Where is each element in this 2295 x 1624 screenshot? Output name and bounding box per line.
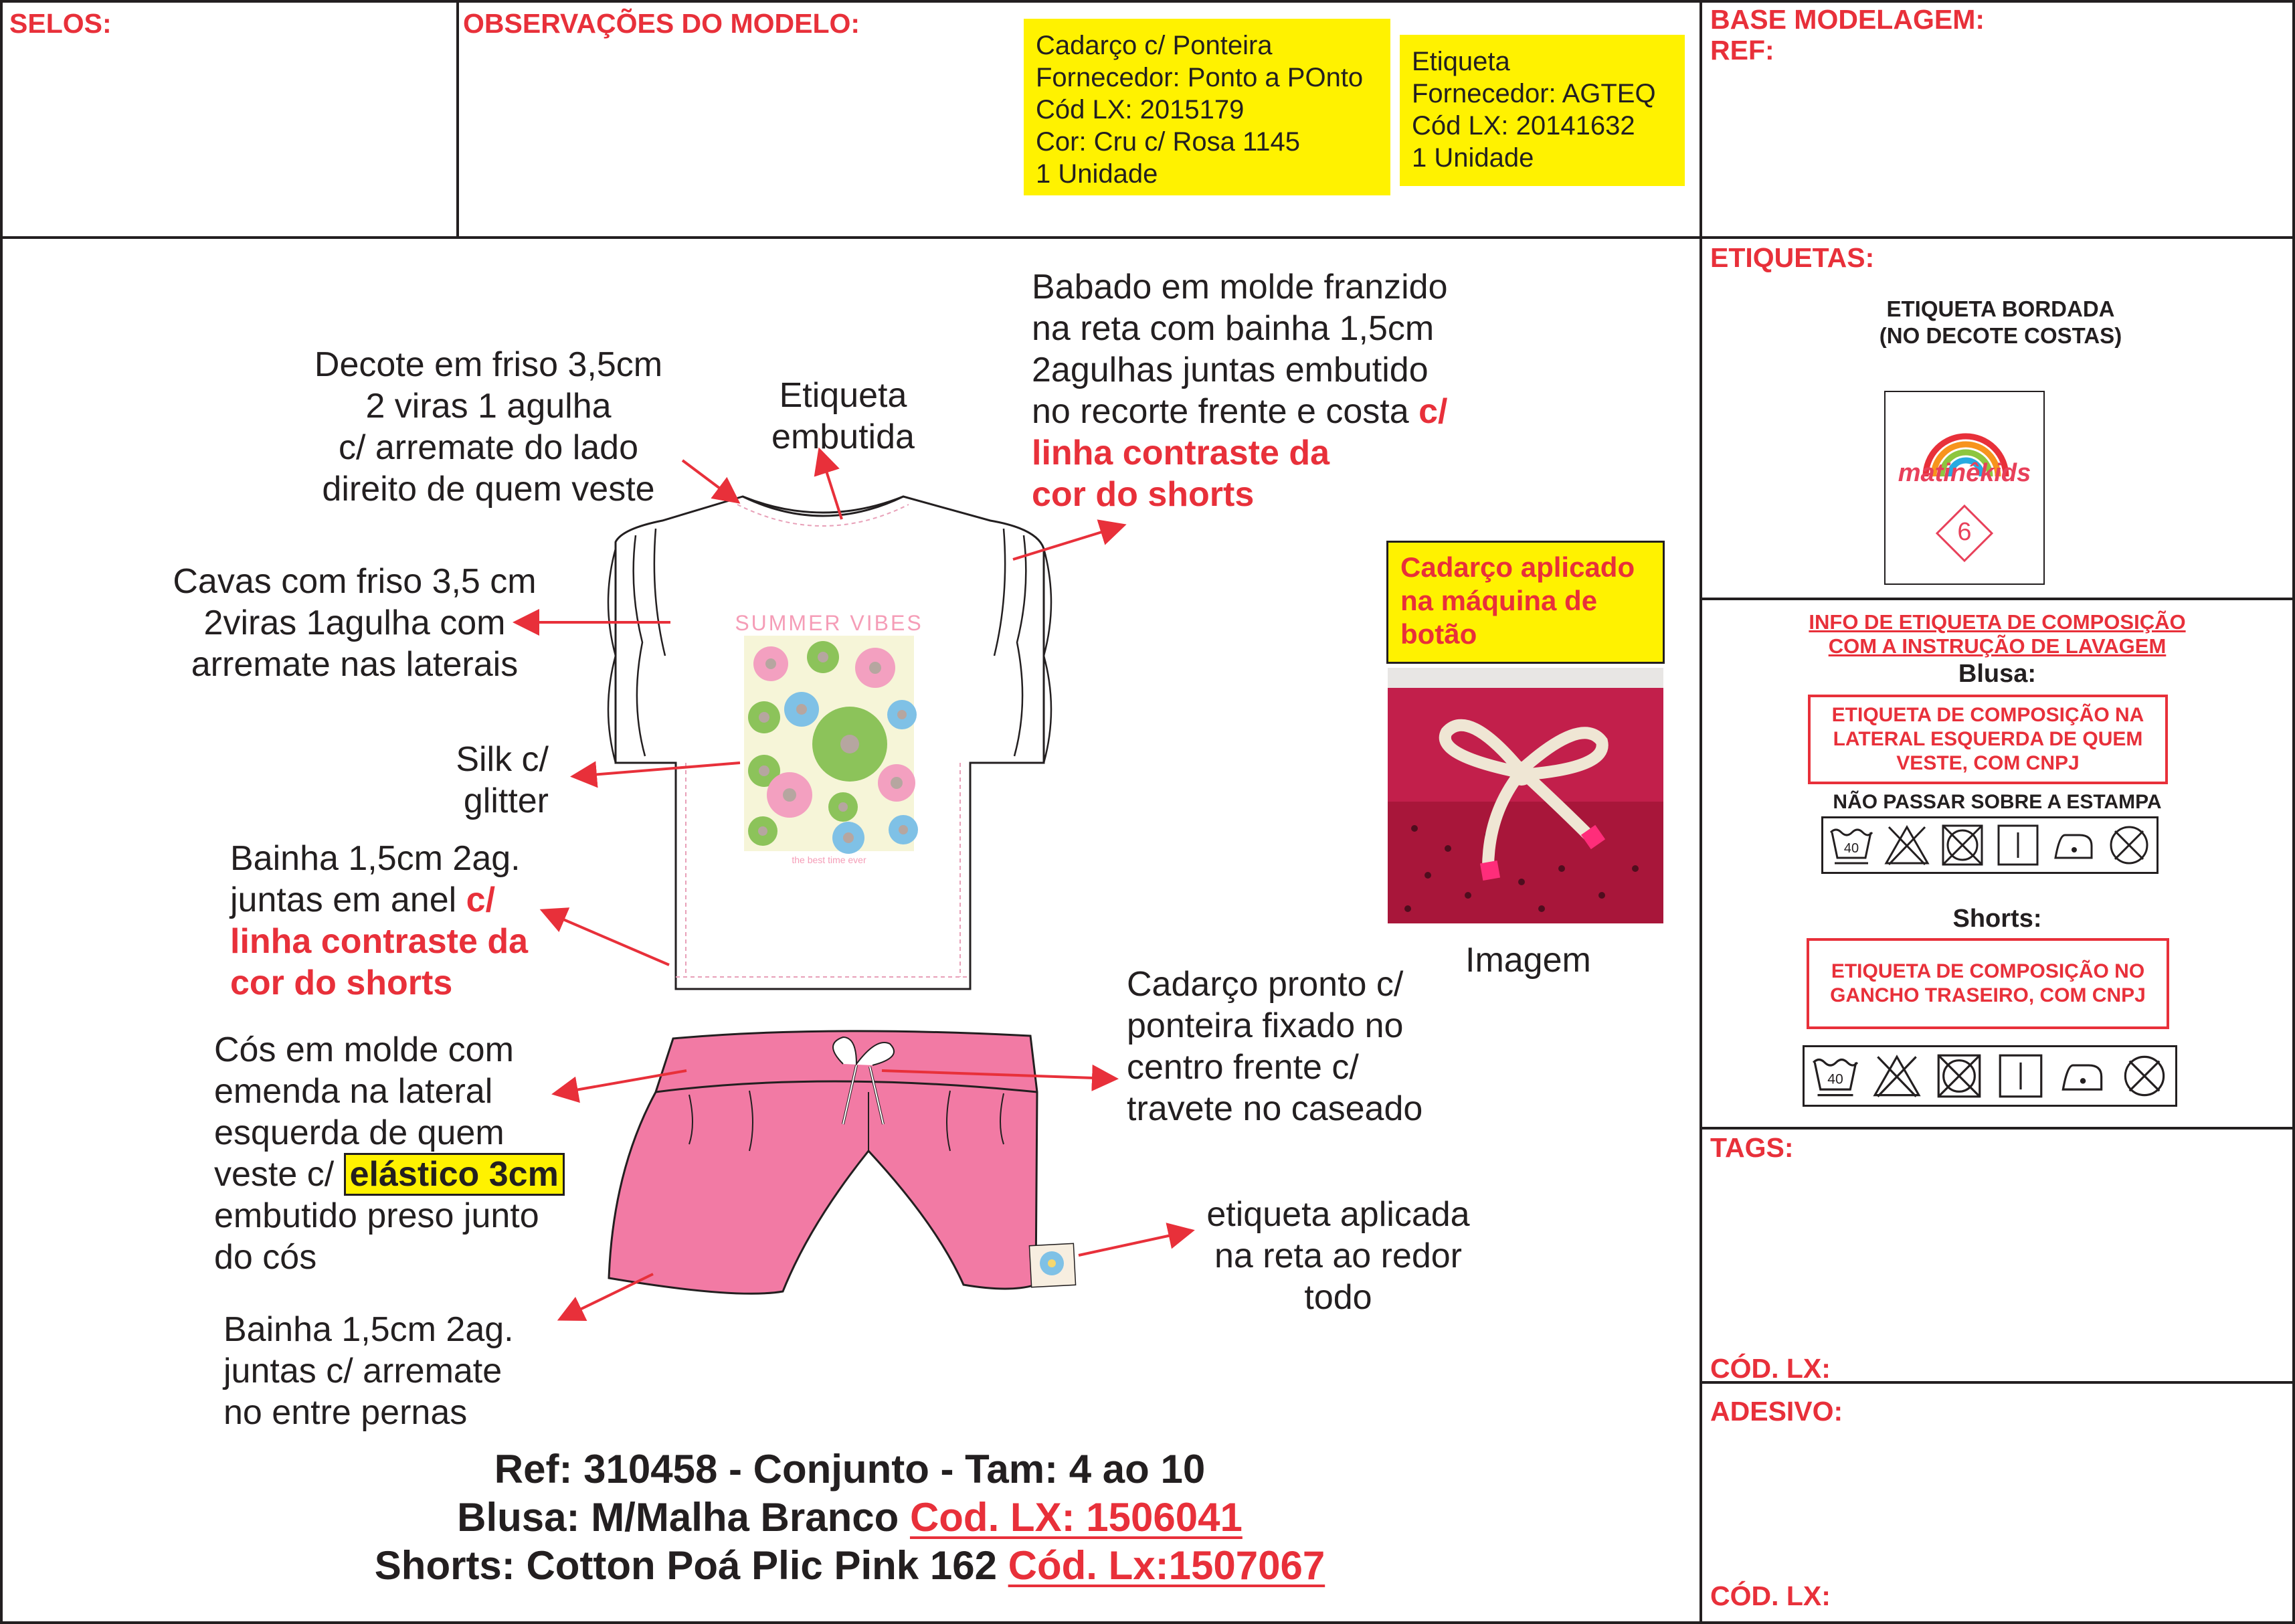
note-line: Cadarço aplicado	[1400, 551, 1635, 583]
shorts-lx-code: Cód. Lx:1507067	[1008, 1543, 1325, 1588]
note-line-red: linha contraste da	[1032, 434, 1329, 472]
note-line: veste c/	[214, 1155, 335, 1194]
note-line: 1 Unidade	[1412, 143, 1534, 173]
no-dry-clean-icon	[2106, 823, 2152, 867]
note-line: Bainha 1,5cm 2ag.	[230, 839, 521, 878]
note-line: Etiqueta	[1412, 47, 1510, 76]
title-line: ETIQUETA BORDADA	[1886, 296, 2115, 321]
note-line: etiqueta aplicada	[1206, 1195, 1470, 1234]
brand-logo: matinêkids	[1898, 459, 2031, 487]
note-line: do cós	[214, 1238, 317, 1277]
box-line: ETIQUETA DE COMPOSIÇÃO NA	[1831, 704, 2144, 726]
box-line: LATERAL ESQUERDA DE QUEM	[1833, 728, 2143, 750]
footer-ref: Ref: 310458 - Conjunto - Tam: 4 ao 10	[494, 1447, 1206, 1492]
blusa-heading: Blusa:	[1958, 660, 2037, 688]
etiquetas-header: ETIQUETAS:	[1710, 242, 1875, 273]
note-line: Cód LX: 2015179	[1036, 95, 1245, 124]
note-line: na reta com bainha 1,5cm	[1032, 309, 1435, 348]
note-line: arremate nas laterais	[191, 645, 519, 684]
line-dry-icon	[1995, 823, 2041, 867]
imagem-caption: Imagem	[1465, 941, 1591, 980]
note-line: Fornecedor: Ponto a POnto	[1036, 63, 1364, 92]
adesivo-header: ADESIVO:	[1710, 1396, 1843, 1427]
iron-low-icon	[2050, 823, 2097, 867]
brand-label-card	[1884, 391, 2045, 585]
composition-title	[1713, 610, 2282, 658]
iron-low-icon	[2057, 1053, 2108, 1099]
note-line: embutida	[771, 418, 915, 456]
shorts-composition-box	[1807, 938, 2169, 1029]
wash-40-icon	[1828, 823, 1875, 867]
line-dry-icon	[1995, 1053, 2046, 1099]
note-line: centro frente c/	[1127, 1048, 1359, 1087]
note-line: Silk c/	[456, 740, 549, 779]
blusa-lx-code: Cod. LX: 1506041	[909, 1495, 1243, 1540]
note-line: juntas c/ arremate	[223, 1352, 502, 1390]
title-line: COM A INSTRUÇÃO DE LAVAGEM	[1828, 634, 2167, 658]
red-inline: c/	[1418, 392, 1448, 431]
blusa-fabric: Blusa: M/Malha Branco	[457, 1495, 910, 1540]
note-line: 1 Unidade	[1036, 159, 1158, 189]
note-line: no recorte frente e costa	[1032, 392, 1409, 431]
note-line: na máquina de	[1400, 585, 1598, 616]
tags-cod-lx: CÓD. LX:	[1710, 1353, 1831, 1384]
note-line: Bainha 1,5cm 2ag.	[223, 1310, 514, 1349]
note-line: esquerda de quem	[214, 1113, 504, 1152]
note-line: na reta ao redor	[1214, 1237, 1463, 1275]
base-modelagem-header: BASE MODELAGEM:	[1710, 4, 1985, 35]
note-line: Cor: Cru c/ Rosa 1145	[1036, 127, 1300, 157]
shorts-care-symbols	[1803, 1045, 2177, 1107]
note-line: 2agulhas juntas embutido	[1032, 351, 1429, 389]
box-line: GANCHO TRASEIRO, COM CNPJ	[1830, 984, 2146, 1006]
ref-header: REF:	[1710, 35, 1774, 66]
no-tumble-dry-icon	[1939, 823, 1986, 867]
no-dry-clean-icon	[2119, 1053, 2170, 1099]
note-line: glitter	[463, 782, 549, 820]
note-line: Fornecedor: AGTEQ	[1412, 79, 1656, 108]
note-line: Cadarço pronto c/	[1127, 965, 1404, 1004]
shorts-heading: Shorts:	[1952, 905, 2042, 933]
wash-40-icon	[1810, 1053, 1861, 1099]
svg-text:the best time ever: the best time ever	[792, 854, 866, 865]
blusa-care-symbols	[1821, 816, 2159, 874]
selos-header: SELOS:	[9, 8, 112, 39]
size-badge: 6	[1957, 518, 1972, 546]
note-line: todo	[1304, 1278, 1372, 1317]
title-line: (NO DECOTE COSTAS)	[1879, 323, 2122, 348]
shorts-fabric: Shorts: Cotton Poá Plic Pink 162	[374, 1543, 1008, 1588]
svg-text:40: 40	[1843, 841, 1859, 856]
title-line: INFO DE ETIQUETA DE COMPOSIÇÃO	[1809, 610, 2186, 634]
note-line: Etiqueta	[779, 376, 907, 415]
note-line: juntas em anel	[230, 881, 457, 919]
red-inline: c/	[466, 881, 496, 919]
note-line-red: cor do shorts	[1032, 475, 1255, 514]
note-line: 2 viras 1 agulha	[365, 387, 612, 426]
blusa-warning: NÃO PASSAR SOBRE A ESTAMPA	[1833, 791, 2162, 813]
adesivo-cod-lx: CÓD. LX:	[1710, 1581, 1831, 1611]
observacoes-header: OBSERVAÇÕES DO MODELO:	[463, 8, 860, 39]
note-line: no entre pernas	[223, 1393, 468, 1432]
note-line: ponteira fixado no	[1127, 1006, 1404, 1045]
note-line: travete no caseado	[1127, 1089, 1423, 1128]
svg-text:SUMMER VIBES: SUMMER VIBES	[735, 611, 923, 635]
note-line: Cadarço c/ Ponteira	[1036, 31, 1273, 60]
no-bleach-icon	[1884, 823, 1930, 867]
note-line: Cós em molde com	[214, 1030, 514, 1069]
note-line: Babado em molde franzido	[1032, 268, 1448, 306]
note-line: emenda na lateral	[214, 1072, 493, 1111]
tags-header: TAGS:	[1710, 1132, 1794, 1163]
note-line: c/ arremate do lado	[338, 428, 639, 467]
box-line: ETIQUETA DE COMPOSIÇÃO NO	[1831, 960, 2145, 982]
embroidered-label-title	[1740, 296, 2262, 349]
footer-shorts	[0, 1542, 1700, 1590]
note-line: 2viras 1agulha com	[203, 604, 506, 642]
note-line: Cód LX: 20141632	[1412, 111, 1635, 141]
no-bleach-icon	[1871, 1053, 1922, 1099]
blusa-composition-box	[1808, 695, 2168, 784]
elastic-highlight: elástico 3cm	[344, 1153, 565, 1196]
note-line: botão	[1400, 618, 1477, 650]
note-line: Cavas com friso 3,5 cm	[173, 562, 537, 601]
box-line: VESTE, COM CNPJ	[1896, 752, 2080, 774]
note-line-red: cor do shorts	[230, 964, 453, 1002]
no-tumble-dry-icon	[1934, 1053, 1985, 1099]
svg-text:40: 40	[1827, 1071, 1843, 1087]
note-line: embutido preso junto	[214, 1196, 539, 1235]
note-line-red: linha contraste da	[230, 922, 528, 961]
note-line: direito de quem veste	[322, 470, 655, 509]
note-line: Decote em friso 3,5cm	[314, 345, 663, 384]
footer-blusa	[0, 1494, 1700, 1542]
